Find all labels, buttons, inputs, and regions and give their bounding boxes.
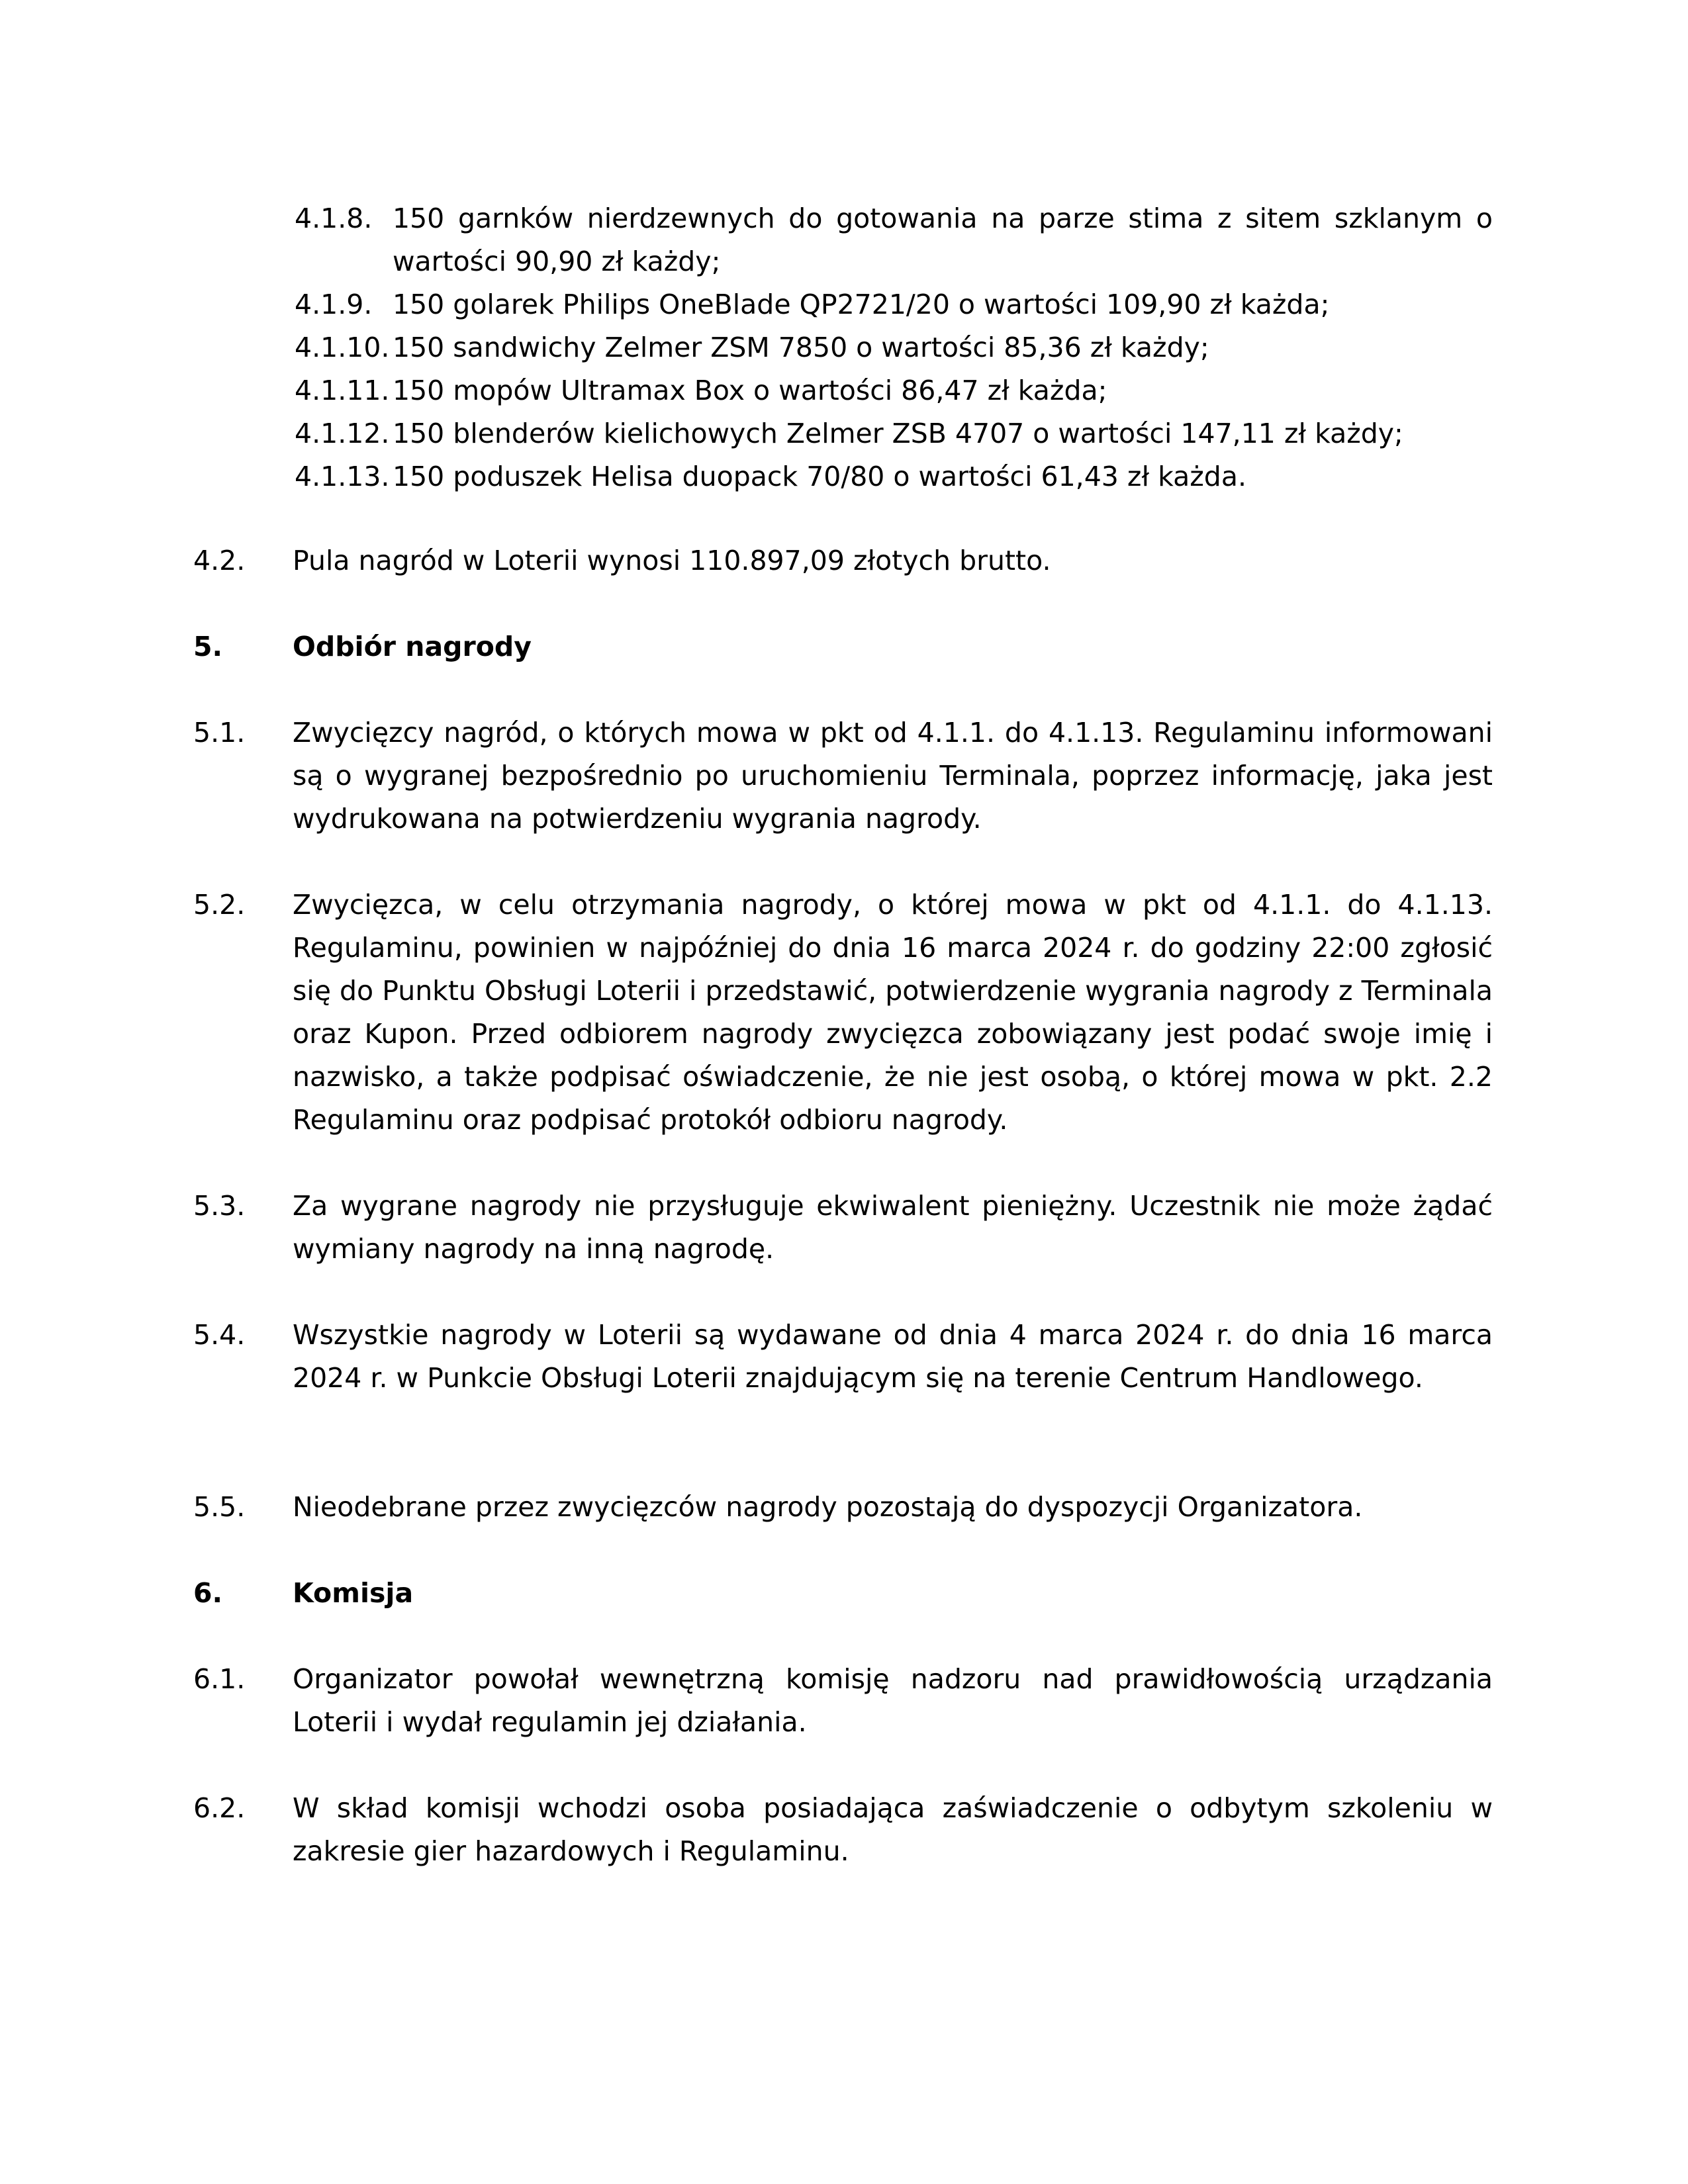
paragraph-4-2 [193, 539, 1493, 582]
paragraph-5-1 [193, 711, 1493, 841]
section-title: Komisja [293, 1577, 414, 1609]
list-item [295, 197, 1493, 283]
item-number: 4.1.10. [295, 332, 390, 363]
paragraph-5-3 [193, 1185, 1493, 1271]
section-6-heading [193, 1572, 1493, 1615]
paragraph-text: Za wygrane nagrody nie przysługuje ekwiwalent pieniężny. Uczestnik nie może żądać wymiany nagrody na inną nagrodę. [293, 1190, 1493, 1265]
item-number: 4.1.11. [295, 375, 390, 406]
paragraph-text: Nieodebrane przez zwycięzców nagrody pozostają do dyspozycji Organizatora. [293, 1491, 1363, 1523]
paragraph-text: Zwycięzcy nagród, o których mowa w pkt od 4.1.1. do 4.1.13. Regulaminu informowani są o wygranej bezpośrednio po uruchomieniu Terminala, poprzez informację, jaka jest wydrukowana na potwierdzeniu wygrania nagrody. [293, 717, 1493, 835]
section-number: 5. [193, 631, 223, 662]
paragraph-number: 6.1. [193, 1663, 246, 1695]
section-number: 6. [193, 1577, 223, 1609]
paragraph-number: 5.1. [193, 717, 246, 749]
paragraph-text: Pula nagród w Loterii wynosi 110.897,09 złotych brutto. [293, 545, 1051, 576]
paragraph-number: 5.2. [193, 889, 246, 921]
paragraph-text: Organizator powołał wewnętrzną komisję nadzoru nad prawidłowością urządzania Loterii i wydał regulamin jej działania. [293, 1663, 1493, 1738]
paragraph-5-2 [193, 884, 1493, 1142]
list-item [295, 369, 1493, 412]
item-number: 4.1.9. [295, 289, 373, 320]
paragraph-number: 5.3. [193, 1190, 246, 1222]
item-number: 4.1.13. [295, 461, 390, 492]
prize-sublist [295, 197, 1493, 498]
item-text: 150 garnków nierdzewnych do gotowania na parze stima z sitem szklanym o wartości 90,90 zł każdy; [393, 203, 1493, 277]
paragraph-number: 5.4. [193, 1319, 246, 1351]
section-5-heading [193, 625, 1493, 668]
item-text: 150 sandwichy Zelmer ZSM 7850 o wartości 85,36 zł każdy; [393, 332, 1209, 363]
list-item [295, 326, 1493, 369]
list-item [295, 283, 1493, 326]
list-item [295, 412, 1493, 455]
paragraph-6-1 [193, 1658, 1493, 1744]
item-number: 4.1.12. [295, 418, 390, 449]
paragraph-text: W skład komisji wchodzi osoba posiadająca zaświadczenie o odbytym szkoleniu w zakresie gier hazardowych i Regulaminu. [293, 1792, 1493, 1867]
item-text: 150 golarek Philips OneBlade QP2721/20 o wartości 109,90 zł każda; [393, 289, 1330, 320]
paragraph-6-2 [193, 1787, 1493, 1873]
item-text: 150 mopów Ultramax Box o wartości 86,47 zł każda; [393, 375, 1107, 406]
item-text: 150 poduszek Helisa duopack 70/80 o wartości 61,43 zł każda. [393, 461, 1246, 492]
item-text: 150 blenderów kielichowych Zelmer ZSB 4707 o wartości 147,11 zł każdy; [393, 418, 1403, 449]
paragraph-text: Wszystkie nagrody w Loterii są wydawane od dnia 4 marca 2024 r. do dnia 16 marca 2024 r. w Punkcie Obsługi Loterii znajdującym się na terenie Centrum Handlowego. [293, 1319, 1493, 1394]
paragraph-number: 6.2. [193, 1792, 246, 1824]
paragraph-number: 5.5. [193, 1491, 246, 1523]
item-number: 4.1.8. [295, 203, 373, 234]
paragraph-5-4 [193, 1314, 1493, 1400]
section-title: Odbiór nagrody [293, 631, 532, 662]
paragraph-number: 4.2. [193, 545, 246, 576]
paragraph-5-5 [193, 1486, 1493, 1529]
list-item [295, 455, 1493, 498]
paragraph-text: Zwycięzca, w celu otrzymania nagrody, o której mowa w pkt od 4.1.1. do 4.1.13. Regulaminu, powinien w najpóźniej do dnia 16 marca 2024 r. do godziny 22:00 zgłosić się do Punktu Obsługi Loterii i przedstawić, potwierdzenie wygrania nagrody z Terminala oraz Kupon. Przed odbiorem nagrody zwycięzca zobowiązany jest podać swoje imię i nazwisko, a także podpisać oświadczenie, że nie jest osobą, o której mowa w pkt. 2.2 Regulaminu oraz podpisać protokół odbioru nagrody. [293, 889, 1493, 1136]
